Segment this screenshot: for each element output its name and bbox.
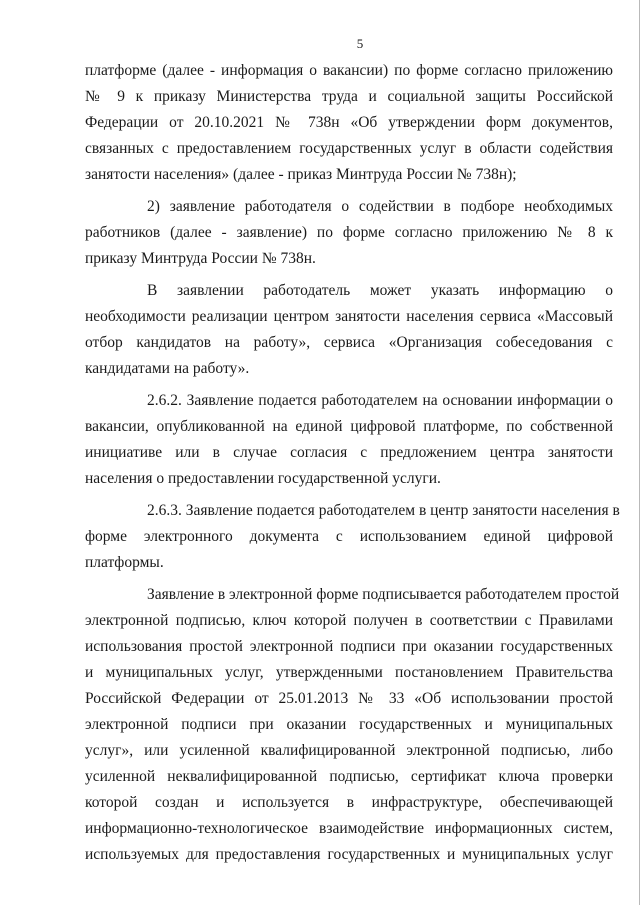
text-line: Федерации от 20.10.2021 № 738н «Об утверждении форм документов, [85,114,613,131]
text-line: приказу Минтруда России № 738н. [85,250,316,267]
text-line: Российской Федерации от 25.01.2013 № 33 «Об использовании простой [85,690,613,707]
text-line: и муниципальных услуг, утвержденными постановлением Правительства [85,664,613,681]
text-line: инициативе или в случае согласия с предложением центра занятости [85,444,613,461]
text-line: форме электронного документа с использованием единой цифровой [85,528,613,545]
text-line: 2) заявление работодателя о содействии в подборе необходимых [147,198,613,215]
page-number: 5 [356,36,364,51]
document-body [85,58,620,868]
text-line: усиленной неквалифицированной подписью, сертификат ключа проверки [85,768,613,785]
text-line: необходимости реализации центром занятости населения сервиса «Массовый [85,308,613,325]
text-line: вакансии, опубликованной на единой цифровой платформе, по собственной [85,418,613,435]
text-line: 2.6.3. Заявление подается работодателем в центр занятости населения в [147,502,620,519]
text-line: которой создан и используется в инфраструктуре, обеспечивающей [85,794,613,811]
text-line: электронной подписи при оказании государственных и муниципальных [85,716,613,733]
text-line: используемых для предоставления государственных и муниципальных услуг [85,846,613,863]
text-line: занятости населения» (далее - приказ Минтруда России № 738н); [85,166,517,183]
paragraph-4 [85,388,613,492]
text-line: работников (далее - заявление) по форме согласно приложению № 8 к [85,224,613,241]
text-line: В заявлении работодатель может указать информацию о [147,282,613,299]
text-line: населения о предоставлении государственной услуги. [85,470,441,487]
text-line: № 9 к приказу Министерства труда и социальной защиты Российской [85,88,613,105]
text-line: отбор кандидатов на работу», сервиса «Организация собеседования с [85,334,613,351]
text-line: платформы. [85,554,164,571]
text-line: использования простой электронной подписи при оказании государственных [85,638,613,655]
paragraph-1 [85,58,613,188]
text-line: услуг», или усиленной квалифицированной электронной подписью, либо [85,742,613,759]
text-line: платформе (далее - информация о вакансии) по форме согласно приложению [85,62,613,79]
text-line: электронной подписью, ключ которой получен в соответствии с Правилами [85,612,613,629]
paragraph-6 [85,582,620,868]
text-line: Заявление в электронной форме подписывается работодателем простой [147,586,620,603]
paragraph-5 [85,498,620,576]
text-line: 2.6.2. Заявление подается работодателем на основании информации о [147,392,613,409]
text-line: связанных с предоставлением государственных услуг в области содействия [85,140,613,157]
paragraph-3 [85,278,613,382]
text-line: кандидатами на работу». [85,360,250,377]
paragraph-2 [85,194,613,272]
text-line: информационно-технологическое взаимодействие информационных систем, [85,820,613,837]
